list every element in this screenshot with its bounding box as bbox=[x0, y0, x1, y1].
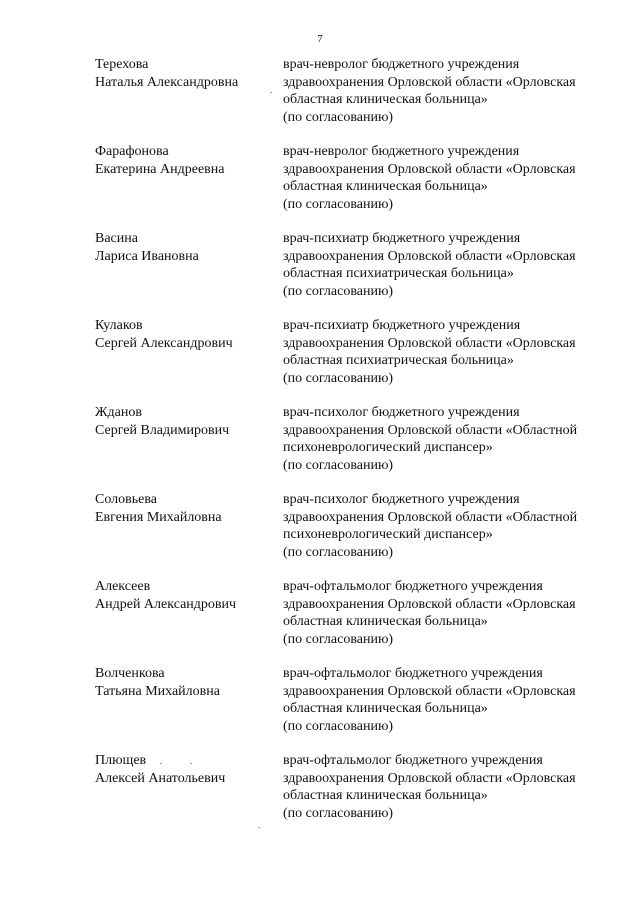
member-position-line: областная психиатрическая больница» bbox=[283, 353, 514, 368]
member-given-names: Сергей Владимирович bbox=[95, 422, 230, 438]
member-position-line: здравоохранения Орловской области «Орловская bbox=[283, 596, 576, 612]
member-position-line: здравоохранения Орловской области «Областной bbox=[283, 509, 578, 525]
member-position-line: здравоохранения Орловской области «Орловская bbox=[283, 683, 576, 699]
scan-speck bbox=[160, 763, 162, 764]
member-position bbox=[283, 752, 613, 822]
member-surname: Васина bbox=[95, 231, 138, 246]
member-position-line: психоневрологический диспансер» bbox=[283, 440, 493, 455]
member-position-line: областная клиническая больница» bbox=[283, 701, 488, 716]
member-position-line: врач-психиатр бюджетного учреждения bbox=[283, 231, 521, 246]
member-position-line: врач-психиатр бюджетного учреждения bbox=[283, 318, 521, 333]
member-given-names: Лариса Ивановна bbox=[95, 248, 199, 264]
member-entry bbox=[0, 143, 640, 223]
member-entry bbox=[0, 230, 640, 310]
member-surname: Фарафонова bbox=[95, 144, 169, 159]
member-position bbox=[283, 143, 613, 213]
scan-speck bbox=[270, 92, 272, 93]
member-position-line: врач-офтальмолог бюджетного учреждения bbox=[283, 579, 543, 594]
member-entry bbox=[0, 752, 640, 832]
member-given-names: Екатерина Андреевна bbox=[95, 161, 225, 177]
member-given-names: Алексей Анатольевич bbox=[95, 770, 226, 786]
member-surname: Соловьева bbox=[95, 492, 157, 507]
member-name bbox=[95, 143, 275, 178]
member-position-line: здравоохранения Орловской области «Орловская bbox=[283, 335, 576, 351]
member-position-line: врач-психолог бюджетного учреждения bbox=[283, 492, 520, 507]
scan-speck bbox=[258, 827, 260, 828]
member-position-line: врач-невролог бюджетного учреждения bbox=[283, 57, 520, 72]
page-number: 7 bbox=[317, 33, 323, 45]
member-position-line: (по согласованию) bbox=[283, 718, 394, 734]
member-given-names: Наталья Александровна bbox=[95, 74, 239, 90]
member-given-names: Евгения Михайловна bbox=[95, 509, 222, 525]
member-position-line: психоневрологический диспансер» bbox=[283, 527, 493, 542]
member-position-line: (по согласованию) bbox=[283, 283, 394, 299]
member-name bbox=[95, 491, 275, 526]
member-surname: Плющев bbox=[95, 753, 147, 768]
member-given-names: Татьяна Михайловна bbox=[95, 683, 220, 699]
member-name bbox=[95, 578, 275, 613]
member-surname: Терехова bbox=[95, 57, 149, 72]
member-position-line: (по согласованию) bbox=[283, 544, 394, 560]
member-position-line: здравоохранения Орловской области «Орловская bbox=[283, 248, 576, 264]
member-surname: Кулаков bbox=[95, 318, 143, 333]
member-position-line: здравоохранения Орловской области «Орловская bbox=[283, 74, 576, 90]
scan-speck bbox=[190, 763, 192, 764]
member-position bbox=[283, 56, 613, 126]
member-position-line: областная клиническая больница» bbox=[283, 179, 488, 194]
member-position-line: здравоохранения Орловской области «Орловская bbox=[283, 770, 576, 786]
member-surname: Жданов bbox=[95, 405, 142, 420]
member-entry bbox=[0, 665, 640, 745]
member-position-line: врач-офтальмолог бюджетного учреждения bbox=[283, 666, 543, 681]
member-position-line: областная клиническая больница» bbox=[283, 614, 488, 629]
member-position-line: (по согласованию) bbox=[283, 109, 394, 125]
member-entry bbox=[0, 404, 640, 484]
member-position-line: врач-психолог бюджетного учреждения bbox=[283, 405, 520, 420]
member-entry bbox=[0, 56, 640, 136]
member-position bbox=[283, 665, 613, 735]
member-position-line: (по согласованию) bbox=[283, 196, 394, 212]
member-position bbox=[283, 317, 613, 387]
member-name bbox=[95, 404, 275, 439]
member-entry bbox=[0, 491, 640, 571]
member-position-line: врач-офтальмолог бюджетного учреждения bbox=[283, 753, 543, 768]
member-position bbox=[283, 404, 613, 474]
member-entry bbox=[0, 317, 640, 397]
member-position-line: (по согласованию) bbox=[283, 631, 394, 647]
member-position-line: (по согласованию) bbox=[283, 805, 394, 821]
member-position-line: областная клиническая больница» bbox=[283, 92, 488, 107]
member-surname: Алексеев bbox=[95, 579, 151, 594]
member-name bbox=[95, 56, 275, 91]
member-position-line: (по согласованию) bbox=[283, 457, 394, 473]
member-name bbox=[95, 665, 275, 700]
member-position bbox=[283, 230, 613, 300]
member-name bbox=[95, 752, 275, 787]
member-position bbox=[283, 578, 613, 648]
member-position-line: здравоохранения Орловской области «Областной bbox=[283, 422, 578, 438]
member-position-line: врач-невролог бюджетного учреждения bbox=[283, 144, 520, 159]
member-position-line: областная клиническая больница» bbox=[283, 788, 488, 803]
member-given-names: Сергей Александрович bbox=[95, 335, 233, 351]
member-position-line: (по согласованию) bbox=[283, 370, 394, 386]
member-position-line: областная психиатрическая больница» bbox=[283, 266, 514, 281]
member-name bbox=[95, 230, 275, 265]
member-entry bbox=[0, 578, 640, 658]
member-position-line: здравоохранения Орловской области «Орловская bbox=[283, 161, 576, 177]
member-name bbox=[95, 317, 275, 352]
member-surname: Волченкова bbox=[95, 666, 165, 681]
member-position bbox=[283, 491, 613, 561]
member-given-names: Андрей Александрович bbox=[95, 596, 237, 612]
